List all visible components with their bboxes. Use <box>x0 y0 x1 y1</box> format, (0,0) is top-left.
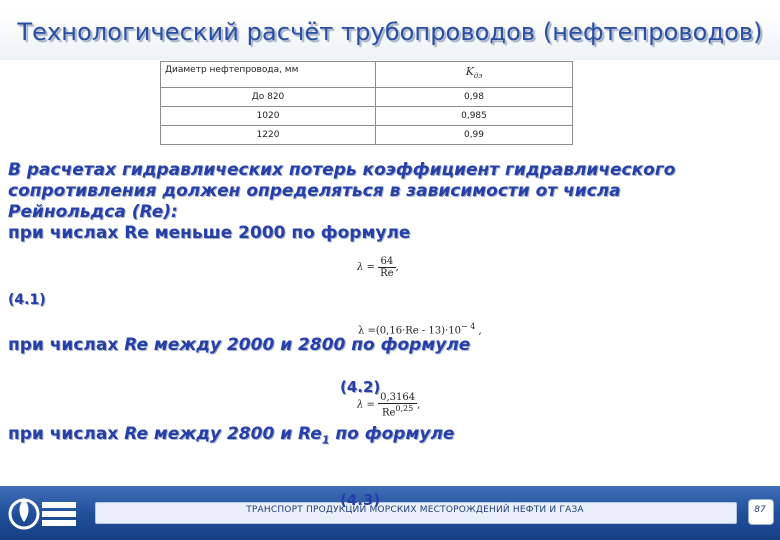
condition-re-less-2000: при числах Re меньше 2000 по формуле <box>8 223 411 243</box>
formula-4-1: λ = $\frac{64}{Re}$ , <box>357 256 399 279</box>
condition-re-2000-2800: при числах Re между 2000 и 2800 по формуле <box>8 335 471 355</box>
equation-ref-4-1: (4.1) <box>8 292 46 308</box>
table-row <box>161 88 573 107</box>
kde-subscript: дэ <box>473 72 483 81</box>
table-cell-diameter: 1020 <box>161 107 376 126</box>
formula-4-2: $\lambda =(0,16\cdot Re - 13)\cdot 10^{- 4}$ , <box>358 322 482 337</box>
intro-line: В расчетах гидравлических потерь коэффициент гидравлического <box>8 160 676 180</box>
slide-title: Технологический расчёт трубопроводов (нефтепроводов) <box>17 18 763 46</box>
footer-caption: ТРАНСПОРТ ПРОДУКЦИИ МОРСКИХ МЕСТОРОЖДЕНИЙ НЕФТИ И ГАЗА <box>246 505 584 515</box>
logo-graphic <box>6 488 86 534</box>
table-row <box>161 126 573 145</box>
table-header-diameter: Диаметр нефтепровода, мм <box>161 62 376 88</box>
table-row <box>161 107 573 126</box>
equation-ref-4-2: (4.2) <box>340 378 381 396</box>
equation-ref-4-3: (4.3) <box>340 491 381 509</box>
intro-line: сопротивления должен определяться в зависимости от числа <box>8 181 621 201</box>
table-cell-kde: 0,98 <box>376 88 573 107</box>
table-header-row <box>161 62 573 88</box>
table-cell-kde: 0,985 <box>376 107 573 126</box>
table-header-kde <box>376 62 573 88</box>
kde-symbol: K <box>465 65 474 78</box>
table-cell-diameter: До 820 <box>161 88 376 107</box>
coefficient-table <box>160 61 573 145</box>
intro-paragraph <box>8 160 728 244</box>
table-cell-kde: 0,99 <box>376 126 573 145</box>
page-number: 87 <box>754 505 766 515</box>
formula-4-3: λ = $\frac{0,3164}{Re^{0,25}}$ , <box>357 392 421 419</box>
intro-line: Рейнольдса (Re): <box>8 202 178 222</box>
gazprom-logo <box>6 488 86 534</box>
table-cell-diameter: 1220 <box>161 126 376 145</box>
condition-re-2800-re1: при числах Re между 2800 и $Re_1$ по формуле <box>8 424 455 447</box>
